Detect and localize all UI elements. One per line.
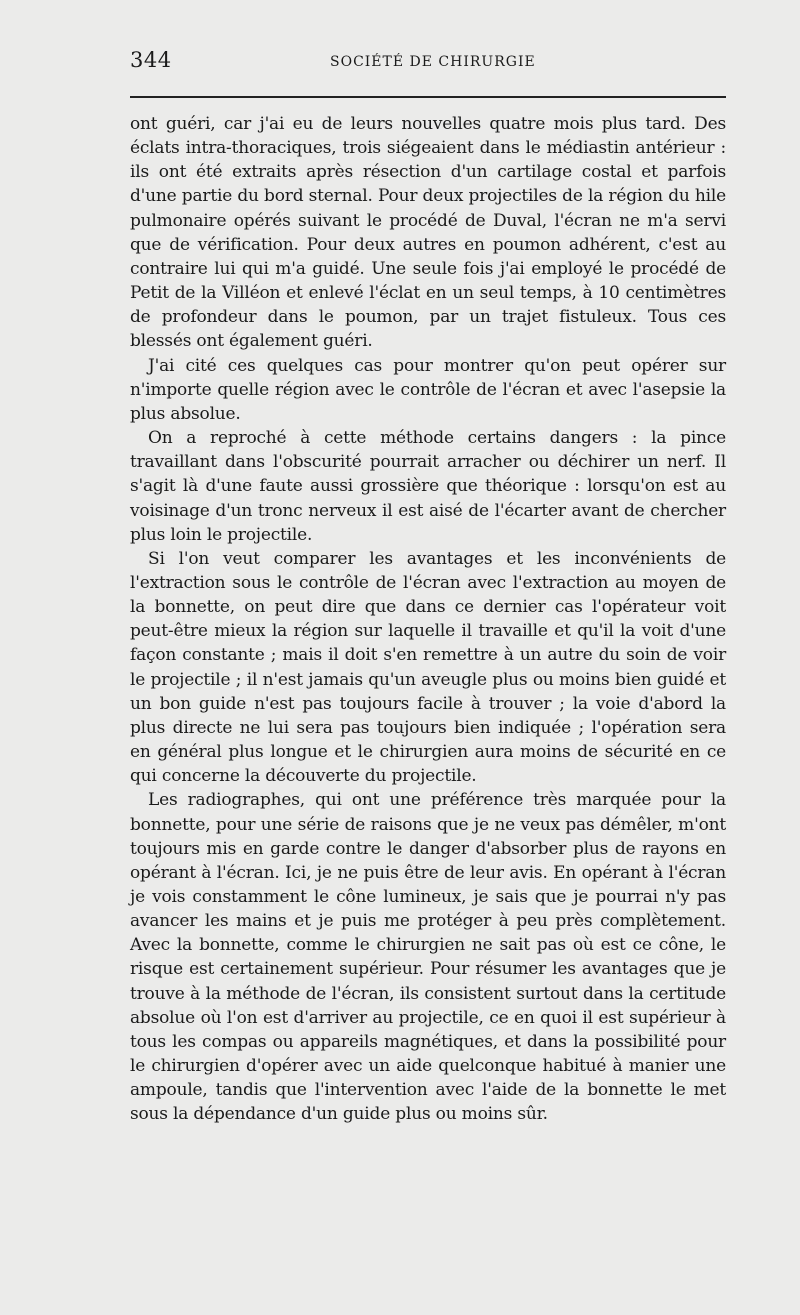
paragraph: J'ai cité ces quelques cas pour montrer qu'on peut opérer sur n'importe quelle région avec le contrôle de l'écran et avec l'asepsie la plus absolue. bbox=[130, 355, 726, 424]
body-text bbox=[130, 112, 726, 1127]
journal-title: SOCIÉTÉ DE CHIRURGIE bbox=[330, 54, 536, 70]
running-head bbox=[130, 48, 730, 78]
header-rule bbox=[130, 96, 726, 98]
paragraph: On a reproché à cette méthode certains dangers : la pince travaillant dans l'obscurité pourrait arracher ou déchirer un nerf. Il s'agit là d'une faute aussi grossière que théorique : lorsqu'on est au voisinage d'un tronc nerveux il est aisé de l'écarter avant de chercher plus loin le projectile. bbox=[130, 428, 726, 545]
paragraph: Les radiographes, qui ont une préférence très marquée pour la bonnette, pour une série de raisons que je ne veux pas démêler, m'ont toujours mis en garde contre le danger d'absorber plus de rayons en opérant à l'écran. Ici, je ne puis être de leur avis. En opérant à l'écran je vois constamment le cône lumineux, je sais que je pourrai n'y pas avancer les mains et je puis me protéger à peu près complètement. Avec la bonnette, comme le chirurgien ne sait pas où est ce cône, le risque est certainement supérieur. Pour résumer les avantages que je trouve à la méthode de l'écran, ils consistent surtout dans la certitude absolue où l'on est d'arriver au projectile, ce en quoi il est supérieur à tous les compas ou appareils magnétiques, et dans la possibilité pour le chirurgien d'opérer avec un aide quelconque habitué à manier une ampoule, tandis que l'intervention avec l'aide de la bonnette le met sous la dépendance d'un guide plus ou moins sûr. bbox=[130, 790, 726, 1125]
page-number: 344 bbox=[130, 48, 172, 72]
paragraph-continued: ont guéri, car j'ai eu de leurs nouvelles quatre mois plus tard. Des éclats intra-thoraciques, trois siégeaient dans le médiastin antérieur : ils ont été extraits après résection d'un cartilage costal et parfois d'une partie du bord sternal. Pour deux projectiles de la région du hile pulmonaire opérés suivant le procédé de Duval, l'écran ne m'a servi que de vérification. Pour deux autres en poumon adhérent, c'est au contraire lui qui m'a guidé. Une seule fois j'ai employé le procédé de Petit de la Villéon et enlevé l'éclat en un seul temps, à 10 centimètres de profondeur dans le poumon, par un trajet fistuleux. Tous ces blessés ont également guéri. bbox=[130, 114, 726, 352]
paragraph: Si l'on veut comparer les avantages et les inconvénients de l'extraction sous le contrôle de l'écran avec l'extraction au moyen de la bonnette, on peut dire que dans ce dernier cas l'opérateur voit peut-être mieux la région sur laquelle il travaille et qu'il la voit d'une façon constante ; mais il doit s'en remettre à un autre du soin de voir le projectile ; il n'est jamais qu'un aveugle plus ou moins bien guidé et un bon guide n'est pas toujours facile à trouver ; la voie d'abord la plus directe ne lui sera pas toujours bien indiquée ; l'opération sera en général plus longue et le chirurgien aura moins de sécurité en ce qui concerne la découverte du projectile. bbox=[130, 548, 726, 787]
